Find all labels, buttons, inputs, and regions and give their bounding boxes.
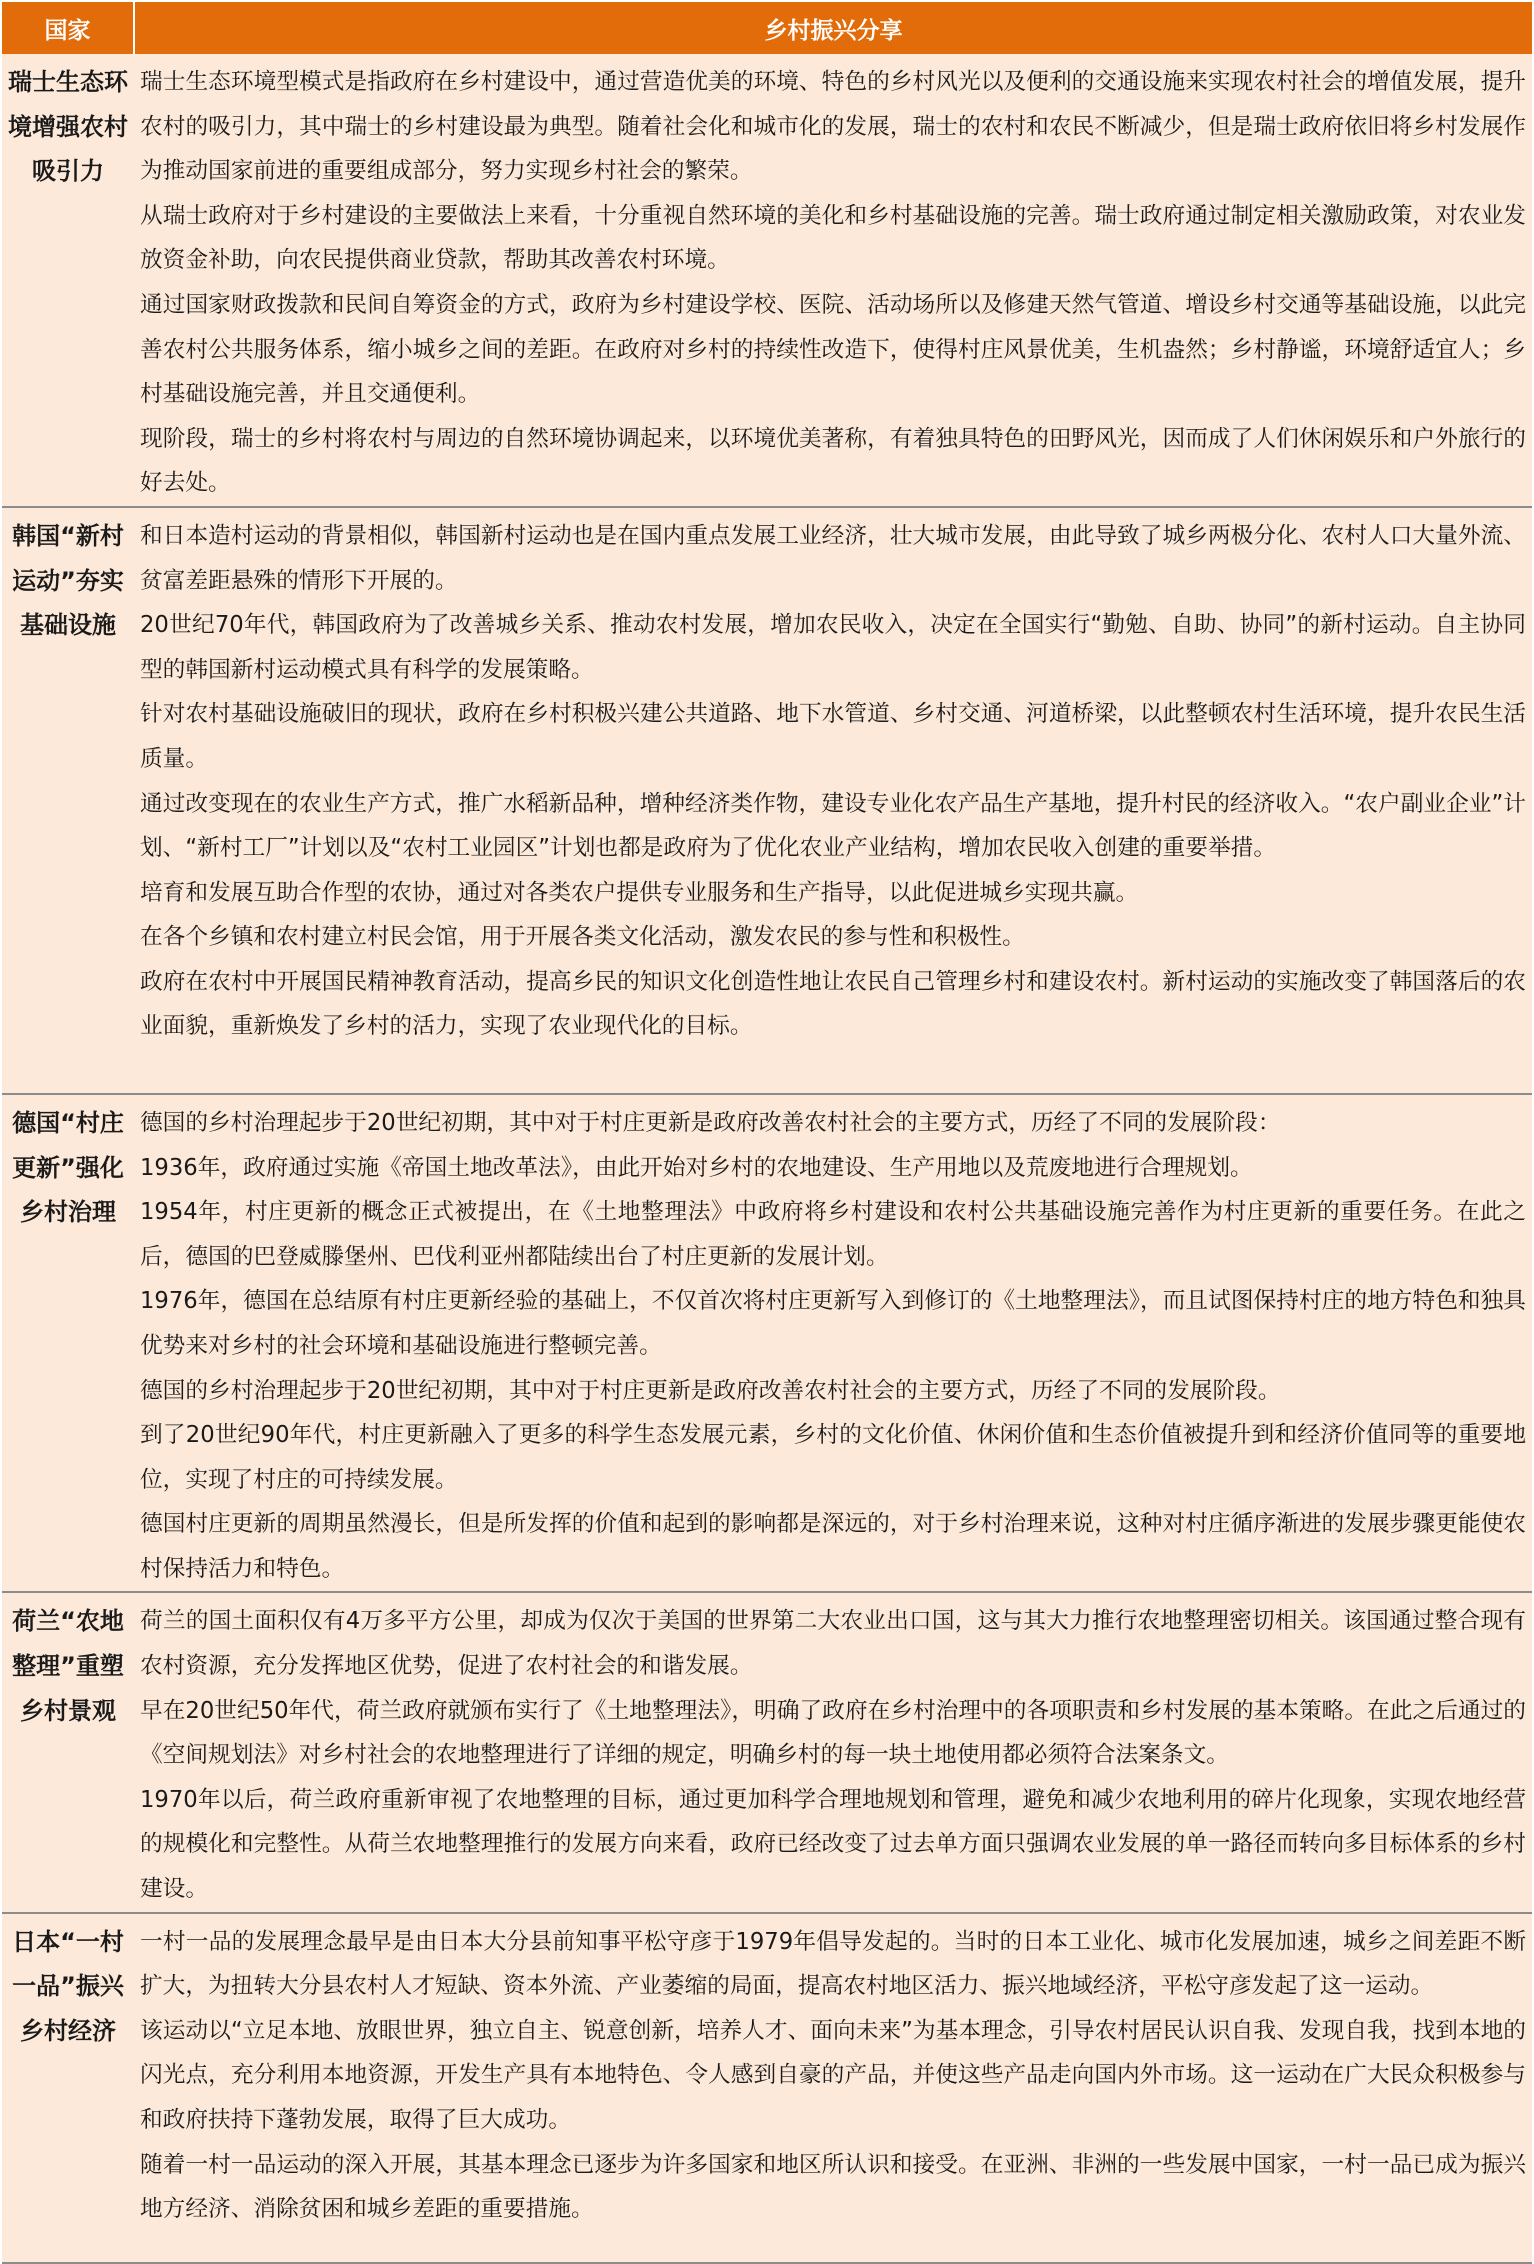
table-row-korea xyxy=(2,507,1532,1094)
content-cell xyxy=(134,1913,1532,2263)
paragraph: 一村一品的发展理念最早是由日本大分县前知事平松守彦于1979年倡导发起的。当时的日本工业化、城市化发展加速，城乡之间差距不断扩大，为扭转大分县农村人才短缺、资本外流、产业萎缩的局面，提高农村地区活力、振兴地域经济，平松守彦发起了这一运动。 xyxy=(140,1928,1526,2000)
table-row-switzerland xyxy=(2,54,1532,507)
paragraph: 德国的乡村治理起步于20世纪初期，其中对于村庄更新是政府改善农村社会的主要方式，历经了不同的发展阶段： xyxy=(140,1109,1281,1136)
paragraph: 通过国家财政拨款和民间自筹资金的方式，政府为乡村建设学校、医院、活动场所以及修建天然气管道、增设乡村交通等基础设施，以此完善农村公共服务体系，缩小城乡之间的差距。在政府对乡村的持续性改造下，使得村庄风景优美，生机盎然；乡村静谧，环境舒适宜人；乡村基础设施完善，并且交通便利。 xyxy=(140,291,1526,408)
country-cell: 日本“一村一品”振兴乡村经济 xyxy=(2,1913,134,2263)
paragraph: 培育和发展互助合作型的农协，通过对各类农户提供专业服务和生产指导，以此促进城乡实现共赢。 xyxy=(140,879,1139,906)
paragraph: 针对农村基础设施破旧的现状，政府在乡村积极兴建公共道路、地下水管道、乡村交通、河道桥梁，以此整顿农村生活环境，提升农民生活质量。 xyxy=(140,701,1526,772)
paragraph: 到了20世纪90年代，村庄更新融入了更多的科学生态发展元素，乡村的文化价值、休闲价值和生态价值被提升到和经济价值同等的重要地位，实现了村庄的可持续发展。 xyxy=(140,1422,1526,1493)
country-cell: 德国“村庄更新”强化乡村治理 xyxy=(2,1094,134,1593)
paragraph: 荷兰的国土面积仅有4万多平方公里，却成为仅次于美国的世界第二大农业出口国，这与其大力推行农地整理密切相关。该国通过整合现有农村资源，充分发挥地区优势，促进了农村社会的和谐发展。 xyxy=(140,1608,1526,1680)
paragraph: 和日本造村运动的背景相似，韩国新村运动也是在国内重点发展工业经济，壮大城市发展，由此导致了城乡两极分化、农村人口大量外流、贫富差距悬殊的情形下开展的。 xyxy=(140,522,1526,594)
header-country: 国家 xyxy=(2,2,134,54)
content-cell xyxy=(134,54,1532,507)
country-cell: 韩国“新村运动”夯实基础设施 xyxy=(2,507,134,1094)
paragraph: 通过改变现在的农业生产方式，推广水稻新品种，增种经济类作物，建设专业化农产品生产基地，提升村民的经济收入。“农户副业企业”计划、“新村工厂”计划以及“农村工业园区”计划也都是政府为了优化农业产业结构，增加农民收入创建的重要举措。 xyxy=(140,790,1526,862)
header-row xyxy=(2,2,1532,54)
paragraph: 德国村庄更新的周期虽然漫长，但是所发挥的价值和起到的影响都是深远的，对于乡村治理来说，这种对村庄循序渐进的发展步骤更能使农村保持活力和特色。 xyxy=(140,1511,1526,1582)
country-cell: 荷兰“农地整理”重塑乡村景观 xyxy=(2,1592,134,1912)
content-cell xyxy=(134,1094,1532,1593)
paragraph: 该运动以“立足本地、放眼世界，独立自主、锐意创新，培养人才、面向未来”为基本理念，引导农村居民认识自我、发现自我，找到本地的闪光点，充分利用本地资源，开发生产具有本地特色、令人感到自豪的产品，并使这些产品走向国内外市场。这一运动在广大民众积极参与和政府扶持下蓬勃发展，取得了巨大成功。 xyxy=(140,2017,1526,2133)
table-row-netherlands xyxy=(2,1592,1532,1912)
header-topic: 乡村振兴分享 xyxy=(134,2,1532,54)
paragraph: 1936年，政府通过实施《帝国土地改革法》，由此开始对乡村的农地建设、生产用地以及荒废地进行合理规划。 xyxy=(140,1154,1253,1181)
table-row-germany xyxy=(2,1094,1532,1593)
content-cell xyxy=(134,507,1532,1094)
paragraph: 德国的乡村治理起步于20世纪初期，其中对于村庄更新是政府改善农村社会的主要方式，历经了不同的发展阶段。 xyxy=(140,1377,1281,1404)
paragraph: 1954年，村庄更新的概念正式被提出，在《土地整理法》中政府将乡村建设和农村公共基础设施完善作为村庄更新的重要任务。在此之后，德国的巴登威滕堡州、巴伐利亚州都陆续出台了村庄更新的发展计划。 xyxy=(140,1199,1526,1270)
paragraph: 1970年以后，荷兰政府重新审视了农地整理的目标，通过更加科学合理地规划和管理，避免和减少农地利用的碎片化现象，实现农地经营的规模化和完整性。从荷兰农地整理推行的发展方向来看，政府已经改变了过去单方面只强调农业发展的单一路径而转向多目标体系的乡村建设。 xyxy=(140,1786,1526,1903)
paragraph: 早在20世纪50年代，荷兰政府就颁布实行了《土地整理法》，明确了政府在乡村治理中的各项职责和乡村发展的基本策略。在此之后通过的《空间规划法》对乡村社会的农地整理进行了详细的规定，明确乡村的每一块土地使用都必须符合法案条文。 xyxy=(140,1697,1526,1769)
paragraph: 政府在农村中开展国民精神教育活动，提高乡民的知识文化创造性地让农民自己管理乡村和建设农村。新村运动的实施改变了韩国落后的农业面貌，重新焕发了乡村的活力，实现了农业现代化的目标。 xyxy=(140,968,1526,1040)
paragraph: 在各个乡镇和农村建立村民会馆，用于开展各类文化活动，激发农民的参与性和积极性。 xyxy=(140,924,1025,951)
paragraph: 现阶段，瑞士的乡村将农村与周边的自然环境协调起来，以环境优美著称，有着独具特色的田野风光，因而成了人们休闲娱乐和户外旅行的好去处。 xyxy=(140,425,1526,497)
paragraph: 从瑞士政府对于乡村建设的主要做法上来看，十分重视自然环境的美化和乡村基础设施的完善。瑞士政府通过制定相关激励政策，对农业发放资金补助，向农民提供商业贷款，帮助其改善农村环境。 xyxy=(140,202,1526,274)
country-cell: 瑞士生态环境增强农村吸引力 xyxy=(2,54,134,507)
paragraph: 1976年，德国在总结原有村庄更新经验的基础上，不仅首次将村庄更新写入到修订的《土地整理法》，而且试图保持村庄的地方特色和独具优势来对乡村的社会环境和基础设施进行整顿完善。 xyxy=(140,1288,1526,1359)
content-cell xyxy=(134,1592,1532,1912)
table-row-japan xyxy=(2,1913,1532,2263)
paragraph: 瑞士生态环境型模式是指政府在乡村建设中，通过营造优美的环境、特色的乡村风光以及便利的交通设施来实现农村社会的增值发展，提升农村的吸引力，其中瑞士的乡村建设最为典型。随着社会化和城市化的发展，瑞士的农村和农民不断减少，但是瑞士政府依旧将乡村发展作为推动国家前进的重要组成部分，努力实现乡村社会的繁荣。 xyxy=(140,69,1526,185)
rural-revitalization-table xyxy=(2,2,1532,2264)
paragraph: 随着一村一品运动的深入开展，其基本理念已逐步为许多国家和地区所认识和接受。在亚洲、非洲的一些发展中国家，一村一品已成为振兴地方经济、消除贫困和城乡差距的重要措施。 xyxy=(140,2151,1526,2223)
paragraph: 20世纪70年代，韩国政府为了改善城乡关系、推动农村发展，增加农民收入，决定在全国实行“勤勉、自助、协同”的新村运动。自主协同型的韩国新村运动模式具有科学的发展策略。 xyxy=(140,612,1526,683)
